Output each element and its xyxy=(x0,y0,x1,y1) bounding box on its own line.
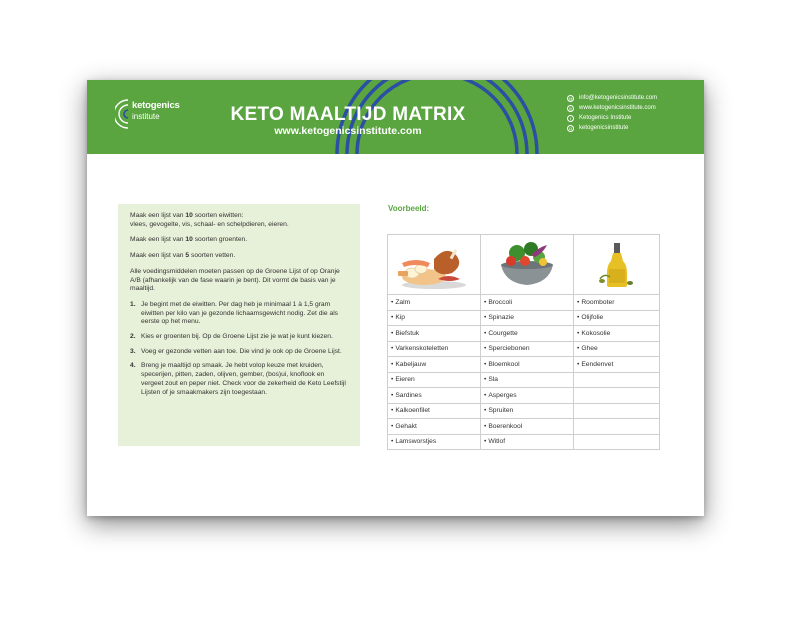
protein-item: Sardines xyxy=(395,391,422,399)
step-item xyxy=(130,348,348,357)
contact-email[interactable] xyxy=(567,93,657,103)
vegetable-item: Boerenkool xyxy=(488,422,523,430)
vegetable-item: Sla xyxy=(488,376,499,384)
bullet: • xyxy=(484,422,487,430)
protein-cell xyxy=(388,357,481,373)
vegetable-cell xyxy=(481,372,574,388)
step-item xyxy=(130,301,348,327)
protein-item: Varkenskoteletten xyxy=(395,345,449,353)
contact-instagram[interactable] xyxy=(567,123,657,133)
protein-item: Kalkoenfilet xyxy=(395,407,430,415)
protein-item: Eieren xyxy=(395,376,415,384)
step-text: Kies er groenten bij. Op de Groene Lijst zie je wat je kunt kiezen. xyxy=(141,333,333,341)
bullet: • xyxy=(391,329,394,337)
fat-item: Ghee xyxy=(581,345,598,353)
instruction-text: soorten groenten. xyxy=(192,236,248,244)
contact-instagram-text: ketogenicsinstitute xyxy=(579,125,629,131)
bullet: • xyxy=(484,376,487,384)
contact-email-text: info@ketogenicsinstitute.com xyxy=(579,95,658,101)
bullet: • xyxy=(391,376,394,384)
instruction-text: Maak een lijst van xyxy=(130,212,186,219)
bullet: • xyxy=(577,314,580,322)
empty-cell xyxy=(574,372,660,388)
matrix-body xyxy=(388,295,660,450)
bullet: • xyxy=(484,298,487,306)
vegetable-cell xyxy=(481,419,574,435)
step-number: 4. xyxy=(130,362,136,370)
protein-item: Kabeljauw xyxy=(395,360,427,368)
instruction-basis: Alle voedingsmiddelen moeten passen op de Groene Lijst of op Oranje A/B (afhankelijk van de fase waarin je bent). Dit vormt de basis van je maaltijd. xyxy=(130,267,340,293)
protein-item: Zalm xyxy=(395,298,411,306)
empty-cell xyxy=(574,434,660,450)
instruction-count: 10 xyxy=(185,236,193,244)
table-row xyxy=(388,388,660,404)
step-item xyxy=(130,362,348,397)
bullet: • xyxy=(577,345,580,353)
protein-item: Gehakt xyxy=(395,422,417,430)
vegetable-item: Sperciebonen xyxy=(488,345,530,353)
vegetable-cell xyxy=(481,357,574,373)
bullet: • xyxy=(391,345,394,353)
fat-cell xyxy=(574,310,660,326)
vegetable-item: Spinazie xyxy=(488,314,514,322)
ketogenics-logo xyxy=(115,94,190,134)
table-row xyxy=(388,310,660,326)
table-row xyxy=(388,419,660,435)
logo-arc-icon xyxy=(115,94,131,134)
protein-food-image xyxy=(394,239,474,291)
protein-cell xyxy=(388,326,481,342)
globe-icon: ◎ xyxy=(568,105,573,111)
bullet: • xyxy=(484,345,487,353)
bullet: • xyxy=(391,438,394,446)
website-link[interactable]: www.ketogenicsinstitute.com xyxy=(274,125,422,137)
step-number: 2. xyxy=(130,333,136,341)
protein-column-header xyxy=(388,235,481,295)
instruction-text: soorten eiwitten: xyxy=(192,212,244,219)
table-row xyxy=(388,434,660,450)
table-row xyxy=(388,341,660,357)
step-number: 3. xyxy=(130,347,136,355)
vegetable-cell xyxy=(481,341,574,357)
facebook-icon: f xyxy=(567,115,574,122)
empty-cell xyxy=(574,403,660,419)
contact-website[interactable] xyxy=(567,103,657,113)
protein-cell xyxy=(388,434,481,450)
empty-cell xyxy=(574,419,660,435)
fat-cell xyxy=(574,341,660,357)
vegetable-item: Spruiten xyxy=(488,407,514,415)
bullet: • xyxy=(391,407,394,415)
vegetable-cell xyxy=(481,403,574,419)
header-banner xyxy=(87,80,704,154)
instruction-count: 5 xyxy=(185,252,190,260)
table-row xyxy=(388,326,660,342)
protein-cell xyxy=(388,310,481,326)
bullet: • xyxy=(484,438,487,446)
vegetable-item: Asperges xyxy=(488,391,517,399)
vegetable-item: Bloemkool xyxy=(488,360,520,368)
vegetable-cell xyxy=(481,326,574,342)
protein-cell xyxy=(388,419,481,435)
fat-item: Kokosolie xyxy=(581,329,611,337)
vegetable-column-header xyxy=(481,235,574,295)
vegetable-cell xyxy=(481,388,574,404)
contact-facebook[interactable] xyxy=(567,113,657,123)
bullet: • xyxy=(484,391,487,399)
fat-item: Roomboter xyxy=(581,298,615,306)
bullet: • xyxy=(577,329,580,337)
step-text: Je begint met de eiwitten. Per dag heb je minimaal 1 à 1,5 gram eiwitten per kilo van je gezonde lichaamsgewicht nodig. Zet die als eerste op het menu. xyxy=(141,300,339,326)
vegetable-cell xyxy=(481,434,574,450)
fat-cell xyxy=(574,357,660,373)
instruction-proteins xyxy=(130,212,348,229)
vegetable-item: Broccoli xyxy=(488,298,513,306)
vegetable-item: Courgette xyxy=(488,329,518,337)
instruction-text: Maak een lijst van xyxy=(130,236,186,244)
bullet: • xyxy=(391,298,394,306)
protein-cell xyxy=(388,388,481,404)
example-label: Voorbeeld: xyxy=(388,204,430,213)
vegetable-cell xyxy=(481,310,574,326)
protein-cell xyxy=(388,372,481,388)
table-row xyxy=(388,295,660,311)
fat-item: Eendenvet xyxy=(581,360,614,368)
bullet: • xyxy=(391,391,394,399)
vegetables-bowl-image xyxy=(487,239,567,291)
table-row xyxy=(388,372,660,388)
olive-oil-image xyxy=(592,239,642,291)
image-header-row xyxy=(388,235,660,295)
mail-icon: @ xyxy=(568,95,573,101)
protein-item: Lamsworstjes xyxy=(395,438,437,446)
bullet: • xyxy=(484,360,487,368)
step-item xyxy=(130,333,348,342)
instructions-panel xyxy=(118,204,360,446)
empty-cell xyxy=(574,388,660,404)
steps-list xyxy=(130,301,348,397)
instruction-text: vlees, gevogelte, vis, schaal- en schelpdieren, eieren. xyxy=(130,220,289,228)
table-row xyxy=(388,357,660,373)
protein-cell xyxy=(388,403,481,419)
table-row xyxy=(388,403,660,419)
fat-cell xyxy=(574,326,660,342)
instruction-fats xyxy=(130,252,348,261)
protein-cell xyxy=(388,341,481,357)
step-number: 1. xyxy=(130,300,136,308)
fat-cell xyxy=(574,295,660,311)
meal-matrix-sheet xyxy=(87,80,704,516)
protein-item: Biefstuk xyxy=(395,329,420,337)
instruction-text: Maak een lijst van xyxy=(130,252,186,260)
contact-facebook-text: Ketogenics Institute xyxy=(579,115,632,121)
bullet: • xyxy=(391,360,394,368)
step-text: Breng je maaltijd op smaak. Je hebt volop keuze met kruiden, specerijen, pitten, zaden, olijven, gember, (bos)ui, knoflook en vergeet zout en peper niet. Check voor de zekerheid de Keto Leefstijl Lijsten of je smaakmakers zijn toegestaan. xyxy=(141,362,346,396)
protein-cell xyxy=(388,295,481,311)
logo-name: ketogenics xyxy=(132,100,180,111)
protein-item: Kip xyxy=(395,314,406,322)
page-title: KETO MAALTIJD MATRIX xyxy=(230,104,466,125)
bullet: • xyxy=(577,298,580,306)
instruction-vegetables xyxy=(130,236,348,245)
step-text: Voeg er gezonde vetten aan toe. Die vind je ook op de Groene Lijst. xyxy=(141,347,342,355)
contact-list xyxy=(567,93,657,133)
bullet: • xyxy=(391,422,394,430)
bullet: • xyxy=(484,407,487,415)
bullet: • xyxy=(577,360,580,368)
bullet: • xyxy=(391,314,394,322)
instruction-count: 10 xyxy=(185,212,193,219)
bullet: • xyxy=(484,329,487,337)
logo-subtitle: institute xyxy=(132,112,160,121)
vegetable-cell xyxy=(481,295,574,311)
fat-column-header xyxy=(574,235,660,295)
instagram-icon: ◘ xyxy=(567,125,574,132)
meal-matrix-table xyxy=(387,234,660,450)
contact-website-text: www.ketogenicsinstitute.com xyxy=(579,105,656,111)
bullet: • xyxy=(484,314,487,322)
fat-item: Olijfolie xyxy=(581,314,604,322)
instruction-text: soorten vetten. xyxy=(189,252,236,260)
vegetable-item: Witlof xyxy=(488,438,506,446)
